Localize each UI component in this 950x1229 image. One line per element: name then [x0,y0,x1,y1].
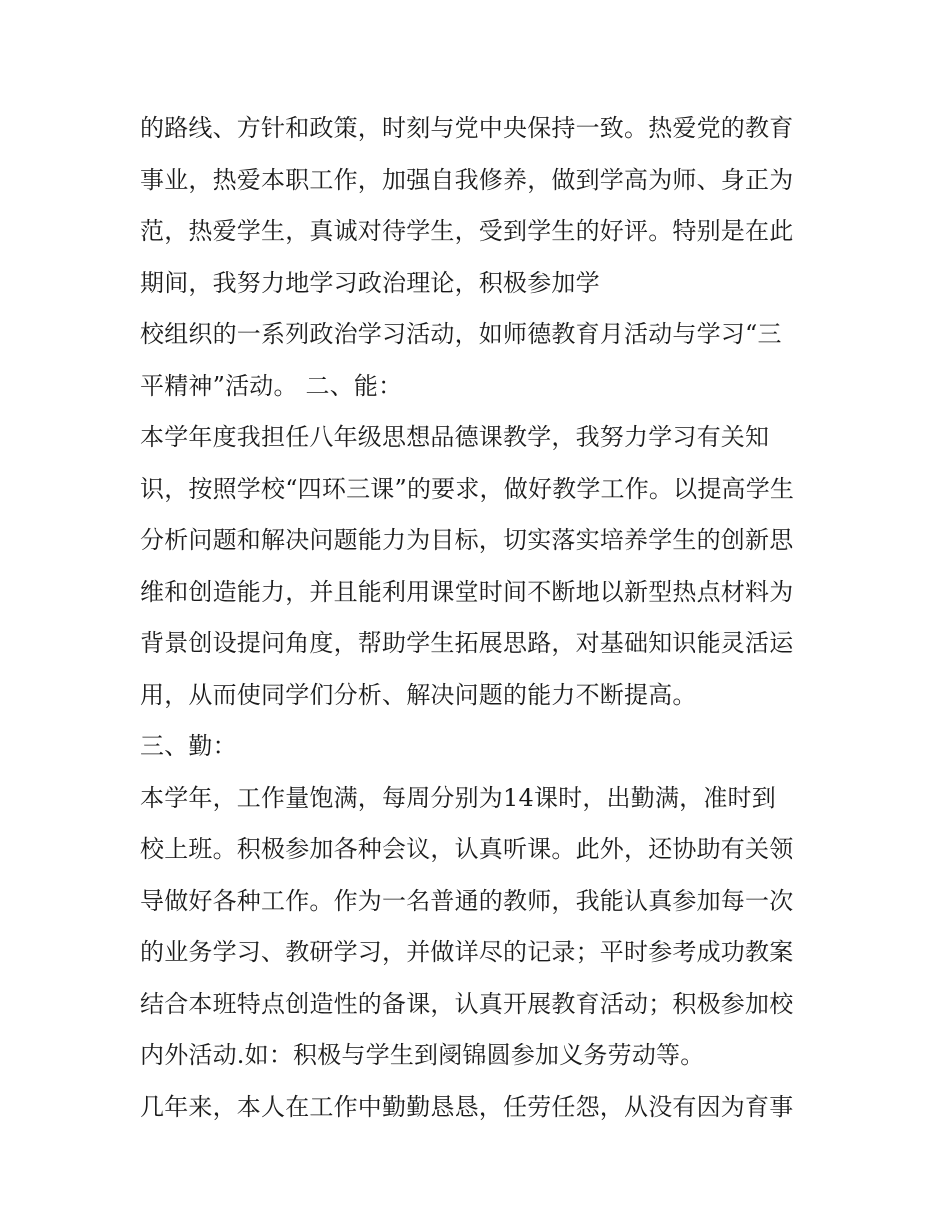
section-heading: 三、勤： [140,732,237,760]
text-line: 期间，我努力地学习政治理论，积极参加学 [140,268,600,297]
text-line: 本学年度我担任八年级思想品德课教学，我努力学习有关知 [140,423,770,451]
text-line: 识，按照学校“四环三课”的要求，做好教学工作。以提高学生 [140,474,795,503]
text-line: 维和创造能力，并且能利用课堂时间不断地以新型热点材料为 [140,577,794,606]
text-line: 结合本班特点创造性的备课，认真开展教育活动；积极参加校 [140,989,794,1018]
text-line: 平精神”活动。 二、能： [140,371,403,400]
text-line: 用，从而使同学们分析、解决问题的能力不断提高。 [140,680,697,709]
text-line: 分析问题和解决问题能力为目标，切实落实培养学生的创新思 [140,526,794,554]
document-body [140,103,820,1133]
text-line: 的业务学习、教研学习，并做详尽的记录；平时参考成功教案 [140,938,794,966]
text-line: 几年来，本人在工作中勤勤恳恳，任劳任怨，从没有因为育事 [140,1092,794,1121]
text-line: 范，热爱学生，真诚对待学生，受到学生的好评。特别是在此 [140,217,794,245]
text-line: 本学年，工作量饱满，每周分别为14课时，出勤满，准时到 [140,783,776,812]
text-line: 校组织的一系列政治学习活动，如师德教育月活动与学习“三 [140,320,782,348]
text-line: 事业，热爱本职工作，加强自我修养，做到学高为师、身正为 [140,165,794,194]
text-line: 校上班。积极参加各种会议，认真听课。此外，还协助有关领 [140,835,794,863]
text-line: 导做好各种工作。作为一名普通的教师，我能认真参加每一次 [140,886,794,915]
text-line: 背景创设提问角度，帮助学生拓展思路，对基础知识能灵活运 [140,629,794,657]
text-line: 内外活动.如：积极与学生到阌锦圆参加义务劳动等。 [140,1041,705,1069]
text-line: 的路线、方针和政策，时刻与党中央保持一致。热爱党的教育 [140,114,794,142]
